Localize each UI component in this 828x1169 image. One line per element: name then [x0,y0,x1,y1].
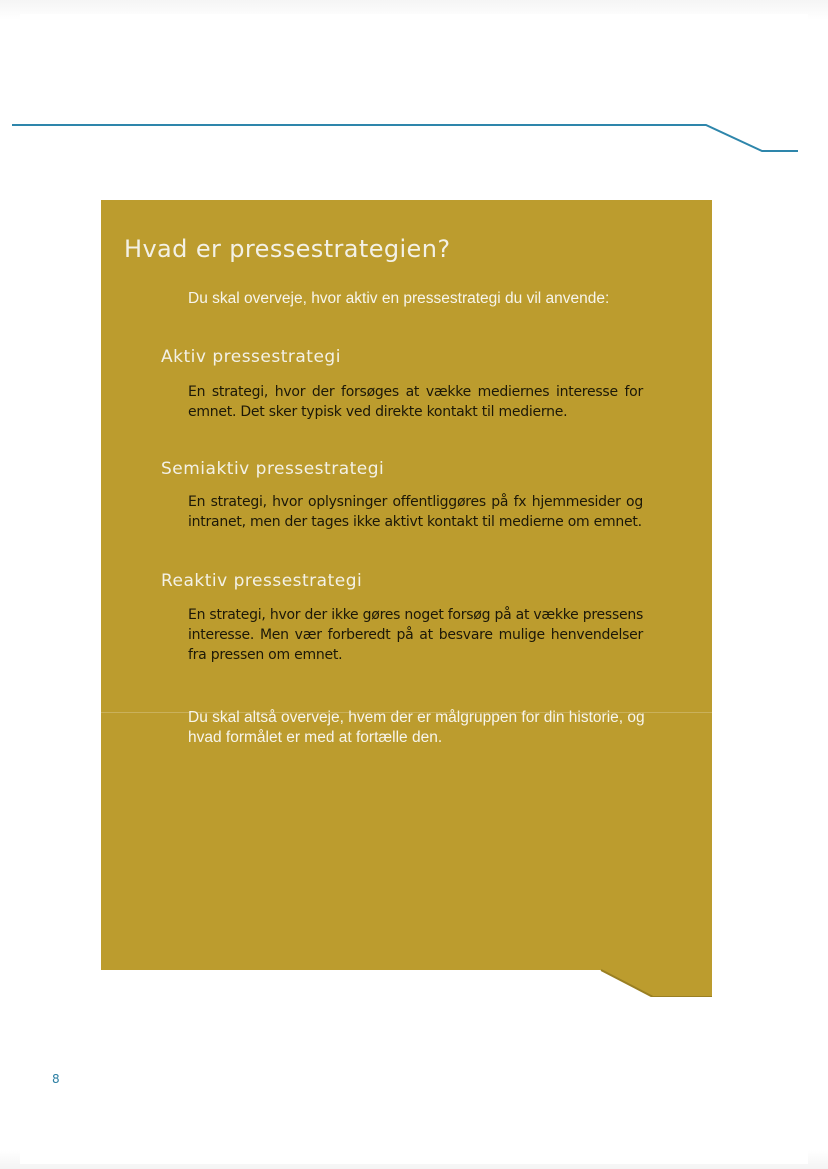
header-rule [0,0,828,170]
page-number: 8 [52,1072,60,1086]
strategy-panel [101,200,712,997]
panel-title: Hvad er pressestrategien? [124,235,451,263]
heading-reaktiv: Reaktiv pressestrategi [161,571,363,591]
panel-shape [101,200,712,997]
heading-aktiv: Aktiv pressestrategi [161,347,341,367]
intro-text: Du skal overveje, hvor aktiv en pressestrategi du vil anvende: [188,290,610,307]
closing-text: Du skal altså overveje, hvem der er målgruppen for din historie, og hvad formålet er med at fortælle den. [188,709,645,746]
body-reaktiv: En strategi, hvor der ikke gøres noget forsøg på at vække pressens interesse. Men vær forberedt på at besvare mulige henvendelser fra pressen om emnet. [188,607,644,663]
body-semiaktiv: En strategi, hvor oplysninger offentliggøres på fx hjemmesider og intranet, men der tages ikke aktivt kontakt til medierne om emnet. [188,494,643,530]
body-aktiv: En strategi, hvor der forsøges at vække mediernes interesse for emnet. Det sker typisk ved direkte kontakt til medierne. [188,384,643,420]
heading-semiaktiv: Semiaktiv pressestrategi [161,459,385,479]
